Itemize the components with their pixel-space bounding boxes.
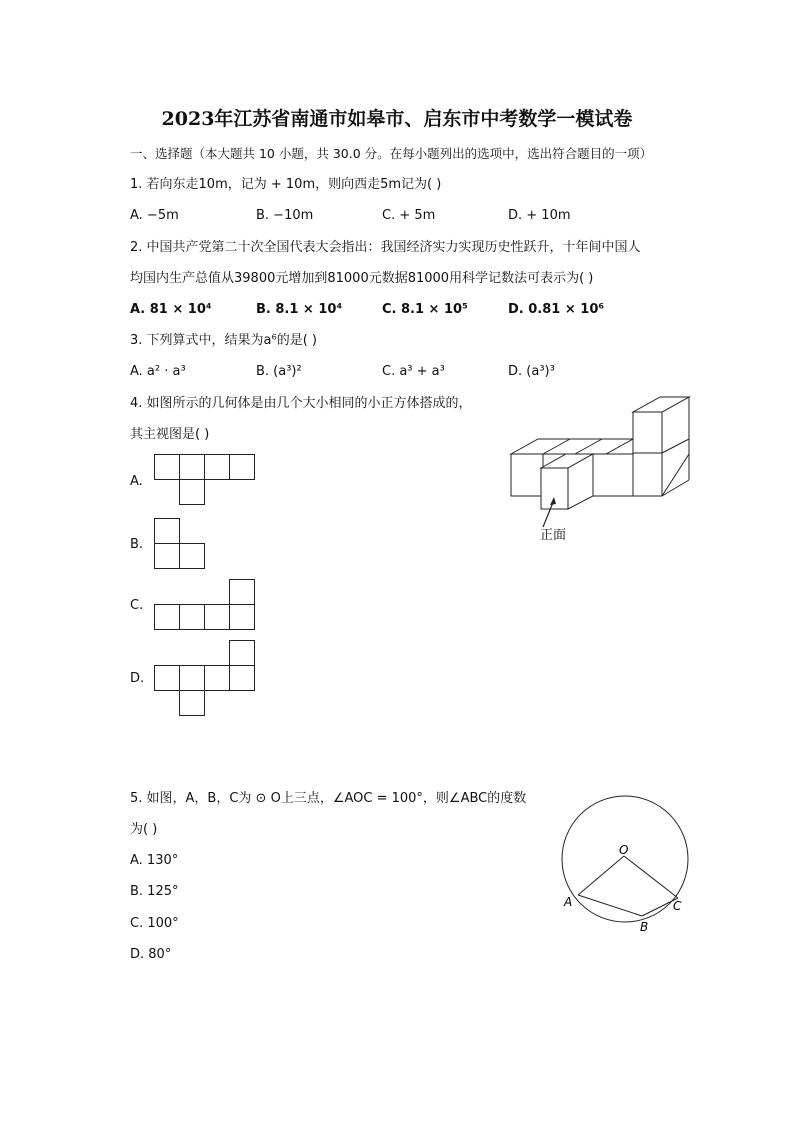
question-4-line2: 其主视图是( ) [130, 427, 210, 442]
question-2-line1: 2. 中国共产党第二十次全国代表大会指出：我国经济实力实现历史性跃升，十年间中国人 [130, 240, 641, 255]
q4-option-c-figure [154, 579, 256, 631]
q2-option-a: A. 81 × 10⁴ [130, 302, 212, 317]
q5-option-b: B. 125° [130, 884, 179, 899]
q4-option-c-label: C. [130, 598, 144, 613]
q4-option-b-label: B. [130, 537, 144, 552]
q5-option-c: C. 100° [130, 916, 179, 931]
question-5-line2: 为( ) [130, 822, 158, 837]
point-o-label: O [619, 843, 629, 857]
q3-option-d: D. (a³)³ [508, 364, 555, 379]
q5-circle-figure [556, 790, 696, 940]
q4-option-a-figure [154, 454, 256, 506]
q5-option-a: A. 130° [130, 853, 179, 868]
q4-solid-figure [508, 396, 694, 548]
q1-option-d: D. + 10m [508, 208, 571, 223]
q2-option-c: C. 8.1 × 10⁵ [382, 302, 468, 317]
q2-option-b: B. 8.1 × 10⁴ [256, 302, 343, 317]
q1-option-b: B. −10m [256, 208, 314, 223]
q3-option-a: A. a² · a³ [130, 364, 186, 379]
q4-option-a-label: A. [130, 474, 143, 489]
point-a-label: A [564, 895, 573, 909]
q4-option-d-label: D. [130, 671, 145, 686]
q4-option-b-figure [154, 518, 206, 570]
question-1-stem: 1. 若向东走10m，记为 + 10m，则向西走5m记为( ) [130, 177, 442, 192]
q3-option-c: C. a³ + a³ [382, 364, 445, 379]
question-4-line1: 4. 如图所示的几何体是由几个大小相同的小正方体搭成的， [130, 396, 472, 411]
page-title: 2023年江苏省南通市如皋市、启东市中考数学一模试卷 [161, 108, 633, 130]
q3-option-b: B. (a³)² [256, 364, 302, 379]
point-c-label: C [673, 899, 682, 913]
q5-option-d: D. 80° [130, 947, 172, 962]
question-2-line2: 均国内生产总值从39800元增加到81000元数据81000用科学记数法可表示为( ) [130, 271, 594, 286]
q4-option-d-figure [154, 640, 256, 717]
q1-option-c: C. + 5m [382, 208, 436, 223]
front-view-label: 正面 [540, 528, 567, 543]
q2-option-d: D. 0.81 × 10⁶ [508, 302, 605, 317]
point-b-label: B [640, 920, 649, 934]
question-3-stem: 3. 下列算式中，结果为a⁶的是( ) [130, 333, 317, 348]
q1-option-a: A. −5m [130, 208, 179, 223]
question-5-line1: 5. 如图，A，B，C为 ⊙ O上三点，∠AOC = 100°，则∠ABC的度数 [130, 791, 527, 806]
section-heading: 一、选择题（本大题共 10 小题，共 30.0 分。在每小题列出的选项中，选出符合题目的一项） [130, 146, 653, 161]
circle-o [562, 796, 688, 922]
